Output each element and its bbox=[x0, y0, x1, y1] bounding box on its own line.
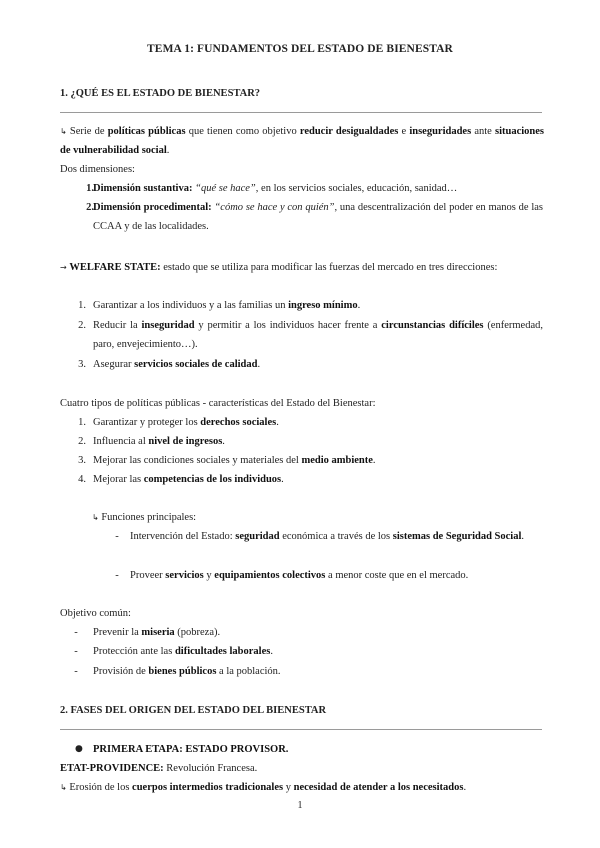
return-arrow-icon: ↳ bbox=[92, 513, 99, 522]
list-number: 2. bbox=[78, 436, 86, 447]
list-number: 3. bbox=[78, 359, 86, 370]
stage-heading: PRIMERA ETAPA: ESTADO PROVISOR. bbox=[93, 744, 289, 755]
direction-item: Asegurar servicios sociales de calidad. bbox=[93, 359, 261, 370]
function-item: Proveer servicios y equipamientos colectivos a menor coste que en el mercado. bbox=[130, 570, 469, 581]
list-number: 1. bbox=[78, 300, 86, 311]
dimensions-label: Dos dimensiones: bbox=[60, 164, 135, 175]
dimension-item: Dimensión procedimental: “cómo se hace y con quién”, una descentralización del poder en manos de las CCAA y de las localidades. bbox=[93, 202, 544, 232]
objective-label: Objetivo común: bbox=[60, 608, 131, 619]
objective-item: Prevenir la miseria (pobreza). bbox=[93, 627, 221, 638]
function-item: Intervención del Estado: seguridad económica a través de los sistemas de Seguridad Social. bbox=[130, 531, 524, 542]
policy-type-item: Influencia al nivel de ingresos. bbox=[93, 436, 225, 447]
policy-type-item: Garantizar y proteger los derechos sociales. bbox=[93, 417, 279, 428]
dash-bullet: - bbox=[74, 666, 78, 677]
objective-item: Provisión de bienes públicos a la población. bbox=[93, 666, 281, 677]
section-1-heading: 1. ¿QUÉ ES EL ESTADO DE BIENESTAR? bbox=[60, 88, 261, 99]
four-types-label: Cuatro tipos de políticas públicas - características del Estado del Bienestar: bbox=[60, 398, 376, 409]
policy-type-item: Mejorar las condiciones sociales y materiales del medio ambiente. bbox=[93, 455, 376, 466]
page-number: 1 bbox=[297, 800, 303, 811]
objective-item: Protección ante las dificultades laborales. bbox=[93, 646, 273, 657]
list-number: 4. bbox=[78, 474, 86, 485]
dash-bullet: - bbox=[74, 646, 78, 657]
functions-label: ↳ Funciones principales: bbox=[92, 512, 197, 523]
dash-bullet: - bbox=[74, 627, 78, 638]
list-number: 3. bbox=[78, 455, 86, 466]
list-number: 1. bbox=[86, 183, 94, 194]
policy-type-item: Mejorar las competencias de los individuos. bbox=[93, 474, 284, 485]
direction-item: Reducir la inseguridad y permitir a los individuos hacer frente a circunstancias difíciles (enfermedad, paro, envejecimiento…). bbox=[93, 320, 543, 350]
dash-bullet: - bbox=[115, 570, 119, 581]
section-2-heading: 2. FASES DEL ORIGEN DEL ESTADO DEL BIENESTAR bbox=[60, 705, 327, 716]
section-divider bbox=[60, 112, 542, 113]
direction-item: Garantizar a los individuos y a las familias un ingreso mínimo. bbox=[93, 300, 361, 311]
dimension-item: Dimensión sustantiva: “qué se hace”, en los servicios sociales, educación, sanidad… bbox=[93, 183, 458, 194]
page-title: TEMA 1: FUNDAMENTOS DEL ESTADO DE BIENESTAR bbox=[147, 43, 453, 55]
section-divider bbox=[60, 729, 542, 730]
list-number: 2. bbox=[78, 320, 86, 331]
right-arrow-icon: → bbox=[60, 263, 67, 272]
etat-providence-line: ETAT-PROVIDENCE: Revolución Francesa. bbox=[60, 763, 258, 774]
welfare-state-paragraph: → WELFARE STATE: estado que se utiliza para modificar las fuerzas del mercado en tres direcciones: bbox=[60, 262, 498, 273]
intro-paragraph: ↳ Serie de políticas públicas que tienen como objetivo reducir desigualdades e inseguridades ante situaciones de vulnerabilidad social. bbox=[60, 126, 544, 156]
return-arrow-icon: ↳ bbox=[60, 783, 67, 792]
list-number: 2. bbox=[86, 202, 94, 213]
return-arrow-icon: ↳ bbox=[60, 127, 67, 136]
erosion-line: ↳ Erosión de los cuerpos intermedios tradicionales y necesidad de atender a los necesitados. bbox=[60, 782, 467, 793]
bullet-icon: ● bbox=[75, 744, 83, 754]
list-number: 1. bbox=[78, 417, 86, 428]
dash-bullet: - bbox=[115, 531, 119, 542]
